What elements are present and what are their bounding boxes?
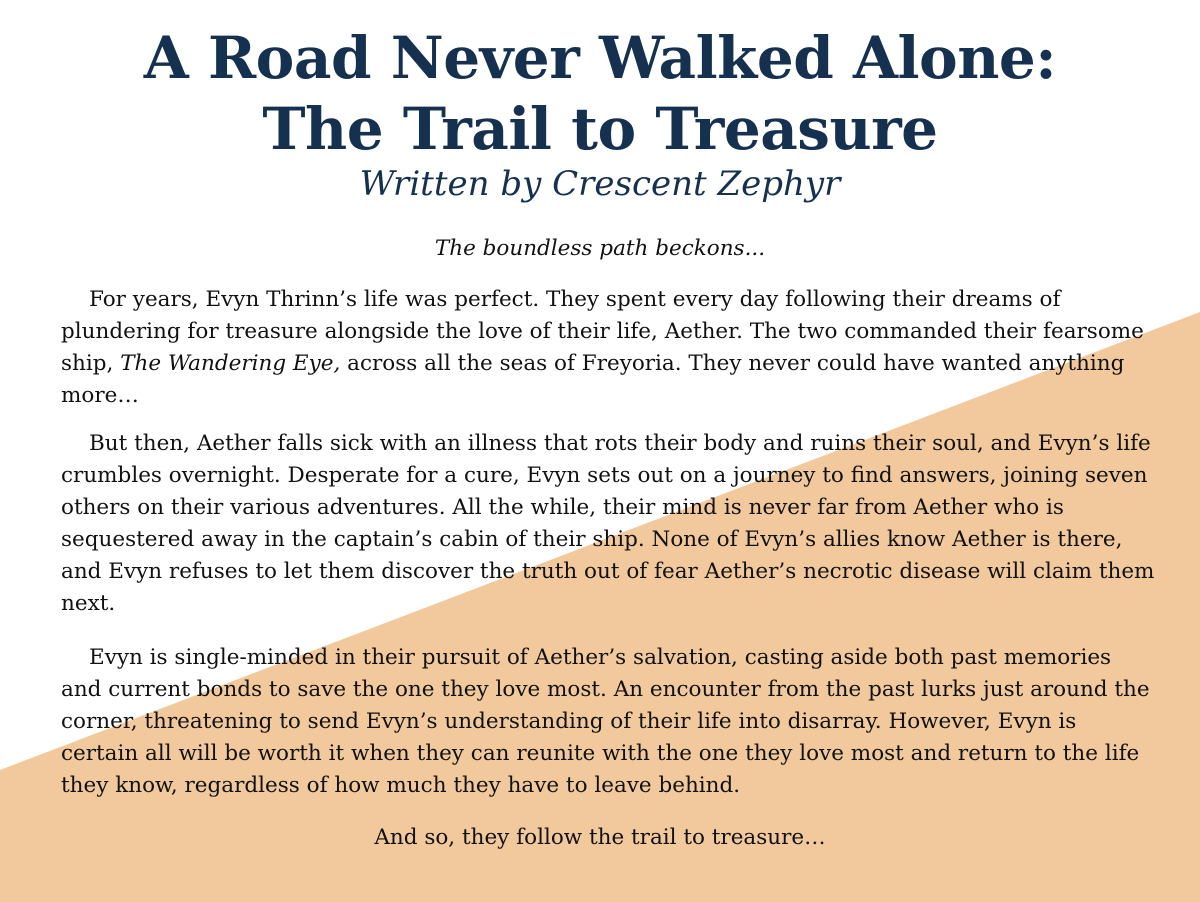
closing-line: And so, they follow the trail to treasure…	[374, 825, 826, 850]
paragraph-1	[61, 284, 1156, 412]
paragraph-3: Evyn is single-minded in their pursuit of Aether’s salvation, casting aside both past memories and current bonds to save the one they love most. An encounter from the past lurks just around the corner, threatening to send Evyn’s understanding of their life into disarray. However, Evyn is certain all will be worth it when they can reunite with the one they love most and return to the life they know, regardless of how much they have to leave behind.	[61, 645, 1150, 798]
ship-name: The Wandering Eye,	[120, 351, 341, 376]
title-line-1: A Road Never Walked Alone:	[143, 24, 1057, 92]
paragraph-2: But then, Aether falls sick with an illness that rots their body and ruins their soul, and Evyn’s life crumbles overnight. Desperate for a cure, Evyn sets out on a journey to find answers, joining seven others on their various adventures. All the while, their mind is never far from Aether who is sequestered away in the captain’s cabin of their ship. None of Evyn’s allies know Aether is there, and Evyn refuses to let them discover the truth out of fear Aether’s necrotic disease will claim them next.	[61, 431, 1155, 616]
tagline: The boundless path beckons...	[434, 236, 766, 261]
author-byline: Written by Crescent Zephyr	[359, 164, 841, 204]
title-line-2: The Trail to Treasure	[262, 95, 938, 163]
paragraph-1-text-b: across all the seas of Freyoria. They never could have wanted anything more…	[61, 351, 1125, 408]
paragraph-1-text-a: For years, Evyn Thrinn’s life was perfect. They spent every day following their dreams of plundering for treasure alongside the love of their life, Aether. The two commanded their fearsome ship,	[61, 287, 1144, 376]
